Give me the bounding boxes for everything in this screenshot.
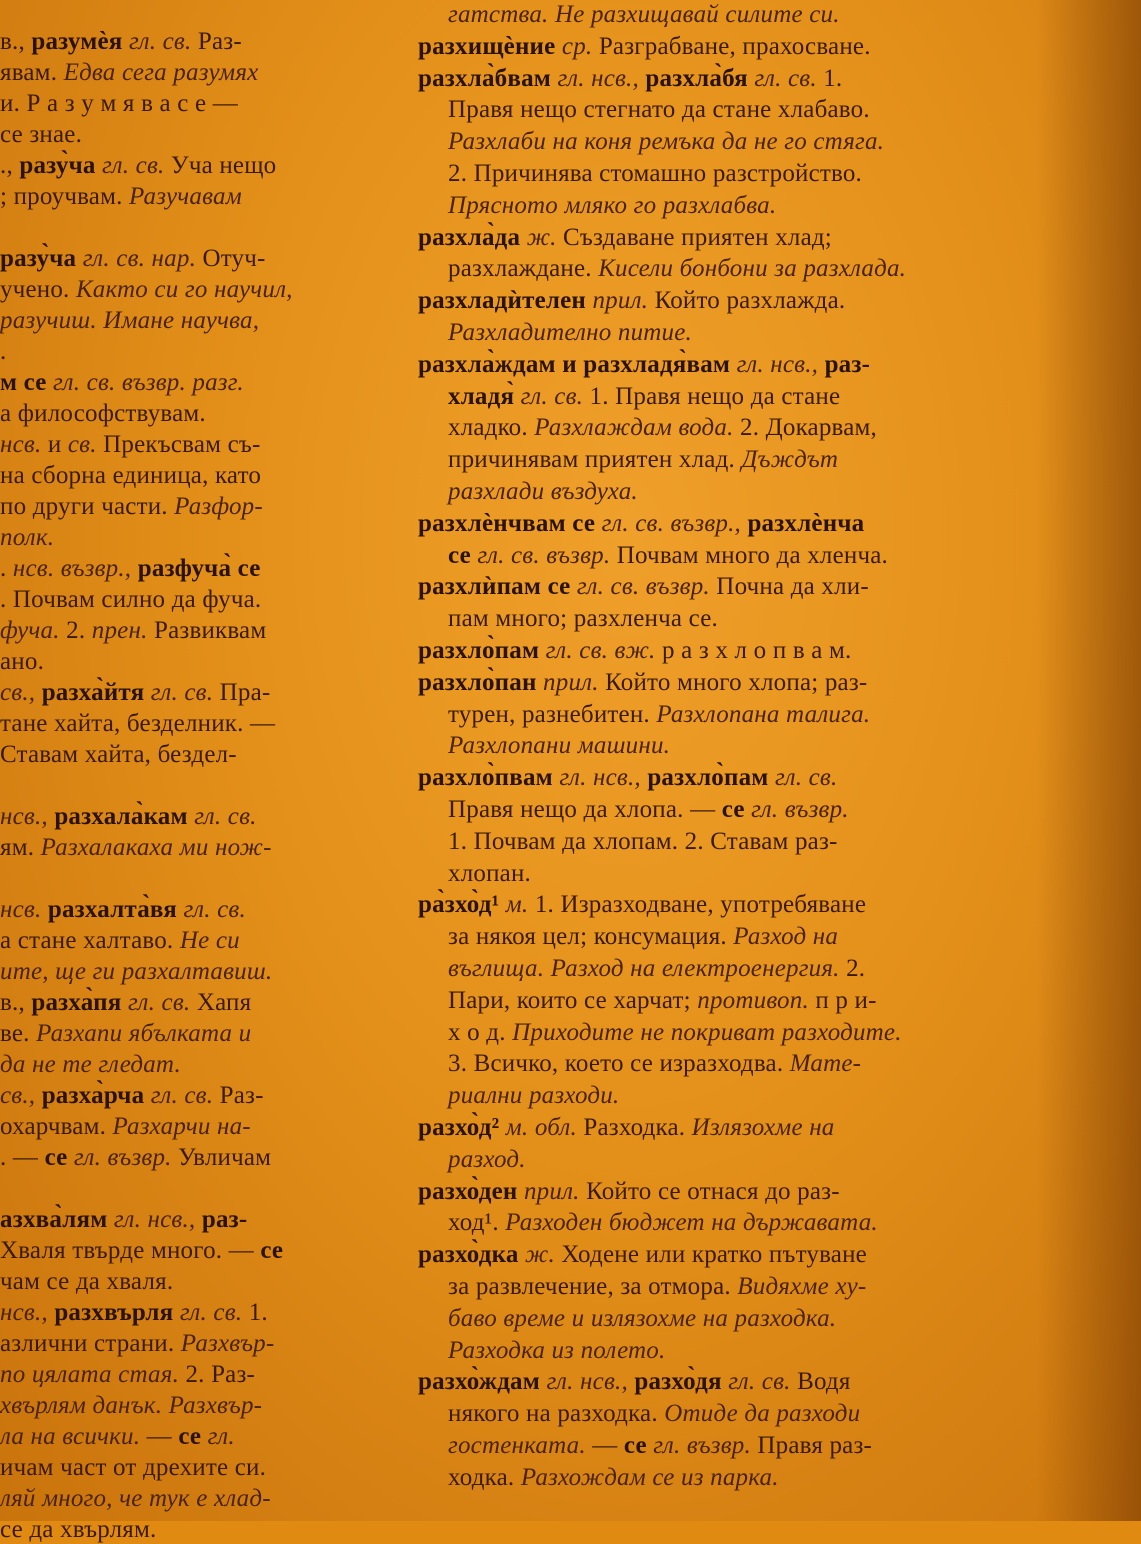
text-line: . — се гл. възвр. Увличам	[0, 1144, 272, 1171]
text-line: азхва̀лям гл. нсв., раз-	[0, 1206, 248, 1233]
text-line: азлични страни. Разхвър-	[0, 1330, 275, 1357]
text-line: фуча. 2. прен. Развиквам	[0, 617, 267, 644]
text-line: полк.	[0, 524, 55, 551]
text-line: тане хайта, безделник. —	[0, 710, 276, 737]
text-line: ра̀зхо̀д¹ м. 1. Изразходване, употребяване	[418, 891, 867, 919]
text-line: а философствувам.	[0, 400, 206, 427]
text-line: разхлади въздуха.	[448, 478, 638, 505]
text-line: за развлечение, за отмора. Видяхме ху-	[448, 1273, 867, 1300]
text-line: 3. Всичко, което се изразходва. Мате-	[448, 1050, 862, 1078]
text-line: разхла̀ждам и разхладя̀вам гл. нсв., раз-	[418, 350, 871, 378]
text-line: хладя̀ гл. св. 1. Правя нещо да стане	[448, 382, 841, 410]
text-line: ве. Разхапи ябълката и	[0, 1020, 252, 1047]
text-line: разхо̀д² м. обл. Разходка. Излязохме на	[418, 1114, 835, 1141]
right-column	[418, 0, 1036, 1521]
text-line: въглища. Разход на електроенергия. 2.	[448, 955, 866, 982]
text-line: Разходка из полето.	[448, 1336, 666, 1364]
text-line: ям. Разхалакаха ми нож-	[0, 834, 272, 861]
text-line: ано.	[0, 648, 45, 675]
text-line: явам. Едва сега разумях	[0, 59, 259, 86]
text-line: Правя нещо да хлопа. — се гл. възвр.	[448, 796, 849, 823]
text-line: да не те гледат.	[0, 1051, 181, 1078]
text-line: учено. Както си го научил,	[0, 276, 293, 303]
text-line: Хваля твърде много. — се	[0, 1237, 284, 1264]
text-line: х о д. Приходите не покриват разходите.	[448, 1018, 902, 1046]
text-line: се знае.	[0, 121, 83, 148]
text-line: 1. Почвам да хлопам. 2. Ставам раз-	[448, 827, 838, 855]
text-line: разхлѝпам се гл. св. възвр. Почна да хли-	[418, 573, 869, 601]
text-line: някого на разходка. Отиде да разходи	[448, 1400, 861, 1428]
text-line: риални разходи.	[448, 1082, 620, 1110]
text-line: а стане халтаво. Не си	[0, 927, 240, 954]
text-line: ; проучвам. Разучавам	[0, 183, 242, 210]
text-line: ход¹. Разходен бюджет на държавата.	[448, 1209, 878, 1237]
text-line: и. Р а з у м я в а с е —	[0, 90, 238, 117]
text-line: разхла̀да ж. Създаване приятен хлад;	[418, 223, 832, 251]
text-line: баво време и излязохме на разходка.	[448, 1304, 837, 1332]
text-line: нсв. и св. Прекъсвам съ-	[0, 431, 261, 458]
text-line: се да хвърлям.	[0, 1516, 157, 1543]
text-line: св., разха̀рча гл. св. Раз-	[0, 1082, 264, 1109]
text-line: разхладѝтелен прил. Който разхлажда.	[418, 287, 846, 315]
text-line: разхищѐние ср. Разграбване, прахосване.	[418, 32, 871, 60]
text-line: Пари, които се харчат; противоп. п р и-	[448, 986, 877, 1014]
text-line: Разхлаби на коня ремъка да не го стяга.	[448, 128, 885, 156]
text-line: Прясното мляко го разхлабва.	[448, 191, 777, 219]
text-line: нсв., разхвърля гл. св. 1.	[0, 1299, 268, 1326]
text-line: ла на всички. — се гл.	[0, 1423, 235, 1450]
text-line: Разхлопани машини.	[448, 732, 671, 760]
text-line: разход.	[448, 1145, 526, 1173]
page-edge-shadow	[1036, 0, 1141, 1521]
text-line: св., разха̀йтя гл. св. Пра-	[0, 679, 271, 706]
text-line: разхло̀пвам гл. нсв., разхло̀пам гл. св.	[418, 764, 838, 792]
text-line: хвърлям данък. Разхвър-	[0, 1392, 263, 1419]
text-line: ичам част от дрехите си.	[0, 1454, 267, 1481]
text-line: разхла̀бвам гл. нсв., разхла̀бя гл. св. 1.	[418, 64, 843, 92]
text-line: ляй много, че тук е хлад-	[0, 1485, 271, 1512]
text-line: нсв. разхалта̀вя гл. св.	[0, 896, 246, 923]
text-line: по други части. Разфор-	[0, 493, 263, 520]
text-line: ., разу̀ча гл. св. Уча нещо	[0, 152, 277, 179]
text-line: разучиш. Имане научва,	[0, 307, 260, 334]
text-line: за някоя цел; консумация. Разход на	[448, 923, 839, 951]
text-line: гостенката. — се гл. възвр. Правя раз-	[448, 1432, 873, 1459]
text-line: чам се да хваля.	[0, 1268, 174, 1295]
text-line: ходка. Разхождам се из парка.	[448, 1463, 779, 1491]
text-line: хладко. Разхлаждам вода. 2. Докарвам,	[448, 414, 877, 442]
text-line: разхо̀ждам гл. нсв., разхо̀дя гл. св. Водя	[418, 1368, 851, 1396]
text-line: разхло̀пан прил. Който много хлопа; раз-	[418, 668, 868, 696]
text-line: . Почвам силно да фуча.	[0, 586, 262, 613]
text-line: . нсв. възвр., разфуча̀ се	[0, 555, 261, 582]
text-line: Ставам хайта, бездел-	[0, 741, 237, 768]
text-line: в., разумѐя гл. св. Раз-	[0, 28, 242, 55]
text-line: охарчвам. Разхарчи на-	[0, 1113, 251, 1140]
text-line: хлопан.	[448, 859, 531, 887]
text-line: нсв., разхала̀кам гл. св.	[0, 803, 257, 830]
text-line: разхлѐнчвам се гл. св. възвр., разхлѐнча	[418, 509, 865, 537]
text-line: гатства. Не разхищавай силите си.	[448, 1, 840, 28]
text-line: пам много; разхленча се.	[448, 605, 718, 633]
text-line: причинявам приятен хлад. Дъждът	[448, 446, 839, 474]
text-line: в., разха̀пя гл. св. Хапя	[0, 989, 252, 1016]
text-line: ите, ще ги разхалтавиш.	[0, 958, 273, 985]
text-line: разхло̀пам гл. св. вж. р а з х л о п в а м.	[418, 637, 852, 664]
text-line: турен, разнебитен. Разхлопана талига.	[448, 700, 871, 728]
text-line: м се гл. св. възвр. разг.	[0, 369, 244, 396]
text-line: на сборна единица, като	[0, 462, 262, 489]
text-line: Разхладително питие.	[448, 319, 693, 346]
text-line: 2. Причинява стомашно разстройство.	[448, 160, 863, 187]
text-line: Правя нещо стегнато да стане хлабаво.	[448, 96, 870, 124]
text-line: .	[0, 338, 7, 365]
left-column	[0, 0, 395, 1543]
text-line: разхо̀ден прил. Който се отнася до раз-	[418, 1177, 840, 1205]
text-line: разхлаждане. Кисели бонбони за разхлада.	[448, 255, 907, 283]
text-line: разу̀ча гл. св. нар. Отуч-	[0, 245, 266, 272]
text-line: по цялата стая. 2. Раз-	[0, 1361, 256, 1388]
text-line: разхо̀дка ж. Ходене или кратко пътуване	[418, 1241, 867, 1269]
text-line: се гл. св. възвр. Почвам много да хленча.	[448, 541, 888, 569]
